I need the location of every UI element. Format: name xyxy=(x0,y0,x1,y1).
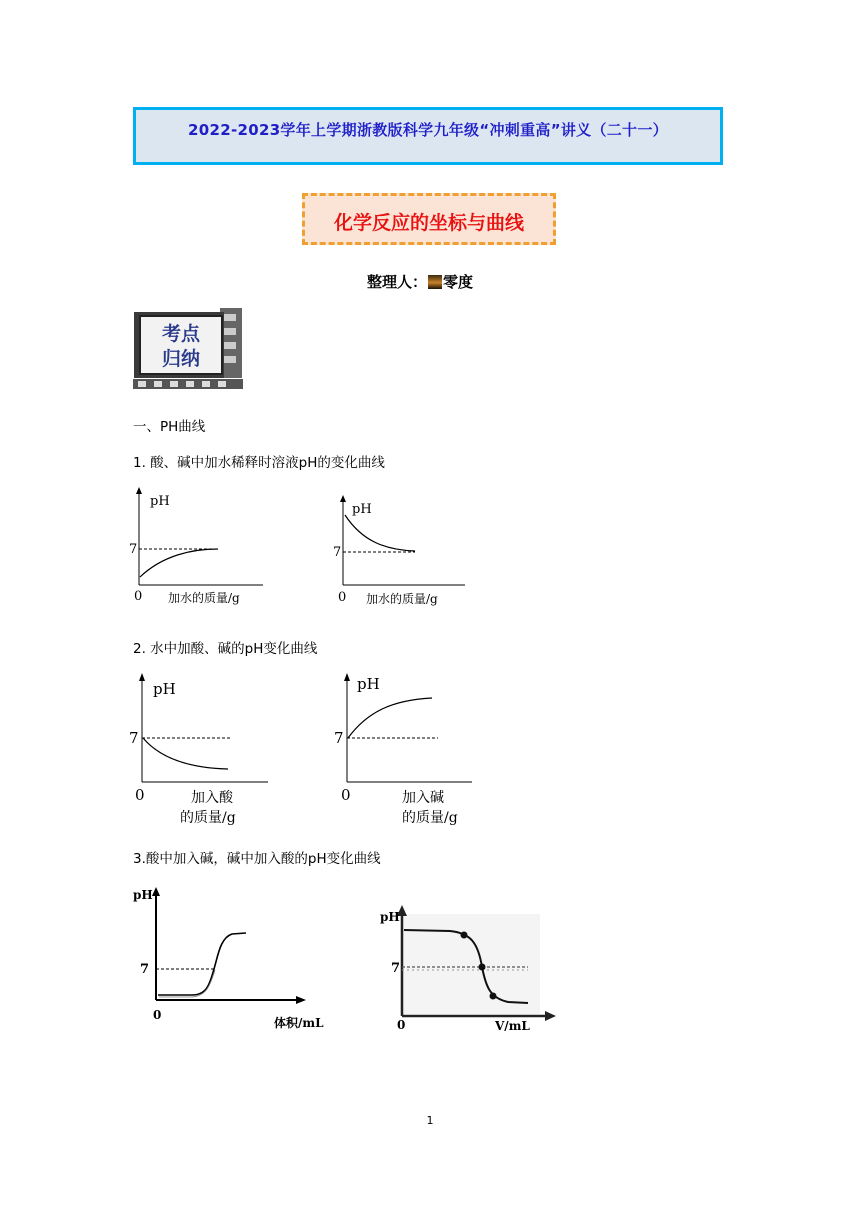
x-axis-label: 加水的质量/g xyxy=(168,591,240,605)
origin-label: 0 xyxy=(397,1018,406,1032)
x-axis-label-line1: 加入碱 xyxy=(402,790,444,806)
x-axis-label-line1: 加入酸 xyxy=(191,790,233,806)
graph-acid-add-base xyxy=(130,882,340,1034)
origin-label: 0 xyxy=(135,786,145,804)
y-axis-label: pH xyxy=(380,910,400,924)
page-number: 1 xyxy=(426,1114,434,1127)
topic-title: 化学反应的坐标与曲线 xyxy=(333,212,524,234)
y-axis-label: pH xyxy=(133,888,153,902)
document-title: 2022-2023学年上学期浙教版科学九年级“冲刺重高”讲义（二十一） xyxy=(188,121,668,139)
graph-acid-dilution xyxy=(128,485,278,615)
y-axis-label: pH xyxy=(153,680,176,698)
origin-label: 0 xyxy=(338,590,347,605)
subheading-dilution: 1. 酸、碱中加水稀释时溶液pH的变化曲线 xyxy=(133,455,385,471)
y-axis-label: pH xyxy=(357,675,380,693)
tick-7: 7 xyxy=(334,729,344,747)
graph-base-add-acid xyxy=(378,902,568,1037)
y-axis-label: pH xyxy=(150,494,170,509)
curve-point xyxy=(479,964,486,971)
key-points-badge xyxy=(130,306,250,390)
origin-label: 0 xyxy=(341,786,351,804)
origin-label: 0 xyxy=(134,589,143,604)
tick-7: 7 xyxy=(140,962,150,977)
badge-line1: 考点 xyxy=(161,323,201,345)
tick-7: 7 xyxy=(129,542,138,557)
compiler-avatar xyxy=(428,275,442,289)
tick-7: 7 xyxy=(391,961,401,976)
curve-point xyxy=(490,993,497,1000)
subheading-neutralization: 3.酸中加入碱，碱中加入酸的pH变化曲线 xyxy=(133,851,381,867)
section-heading-ph: 一、PH曲线 xyxy=(133,419,206,435)
x-axis-label-line2: 的质量/g xyxy=(180,810,236,826)
curve-point xyxy=(461,932,468,939)
graph-water-add-base xyxy=(332,670,482,830)
graph-water-add-acid xyxy=(128,670,278,830)
tick-7: 7 xyxy=(333,545,342,560)
subheading-water-add: 2. 水中加酸、碱的pH变化曲线 xyxy=(133,641,318,657)
graph-base-dilution xyxy=(330,493,480,615)
origin-label: 0 xyxy=(153,1008,162,1022)
x-axis-label: 加水的质量/g xyxy=(366,592,438,606)
y-axis-label: pH xyxy=(352,502,372,517)
tick-7: 7 xyxy=(129,729,139,747)
x-axis-label-line2: 的质量/g xyxy=(402,810,458,826)
compiler-line xyxy=(367,271,473,292)
compiler-label: 整理人： xyxy=(367,273,428,291)
x-axis-label: 体积/mL xyxy=(274,1016,324,1030)
badge-line2: 归纳 xyxy=(161,348,201,370)
compiler-name: 零度 xyxy=(443,273,474,291)
x-axis-label: V/mL xyxy=(495,1019,530,1033)
